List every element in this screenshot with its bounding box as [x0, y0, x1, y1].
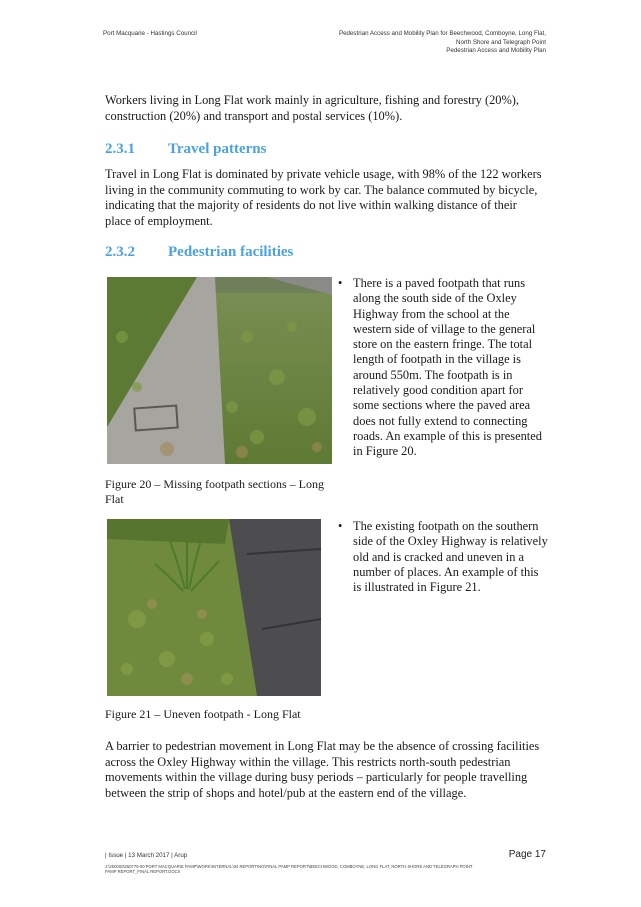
- header-line-2: North Shore and Telegraph Point: [455, 38, 546, 46]
- travel-paragraph: Travel in Long Flat is dominated by private vehicle usage, with 98% of the 122 workers living in the community commuting to work by car. The balance commuted by bicycle, indicating that the majority of residents do not live within walking distance of their place of employment.: [105, 167, 542, 228]
- footer-issue: | Issue | 13 March 2017 | Arup: [105, 852, 188, 859]
- heading-pedestrian-facilities: [105, 244, 293, 261]
- bullet-symbol: •: [338, 519, 343, 533]
- heading-number: 2.3.1: [105, 141, 135, 157]
- heading-number: 2.3.2: [105, 244, 135, 260]
- header-line-3: Pedestrian Access and Mobility Plan: [446, 47, 546, 55]
- page-header-right: [339, 30, 546, 56]
- intro-paragraph: Workers living in Long Flat work mainly in agriculture, fishing and forestry (20%), construction (20%) and transport and postal services (10%).: [105, 93, 520, 123]
- figure-20-caption: Figure 20 – Missing footpath sections – Long Flat: [105, 477, 324, 506]
- footer-page-number: Page 17: [508, 849, 546, 860]
- header-line-1: Pedestrian Access and Mobility Plan for Beechwood, Comboyne, Long Flat,: [338, 30, 546, 37]
- page-header-left: Port Macquarie - Hastings Council: [103, 30, 197, 37]
- figure-20-photo: [107, 277, 332, 464]
- figure-21-photo: [107, 519, 321, 696]
- bullet-symbol: •: [338, 276, 343, 290]
- heading-title: Pedestrian facilities: [168, 244, 294, 260]
- heading-travel-patterns: [105, 141, 266, 158]
- bullet-text: The existing footpath on the southern side of the Oxley Highway is relatively old and is cracked and uneven in a number of places. An example of this is illustrated in Figure 21.: [353, 519, 548, 595]
- heading-title: Travel patterns: [168, 141, 267, 157]
- bullet-text: There is a paved footpath that runs along the south side of the Oxley Highway from the school at the western side of village to the general store on the eastern fringe. The total length of footpath in the village is around 550m. The footpath is in relatively good condition apart for some sections where the paved area does not fully extend to connecting roads. An example of this is presented in Figure 20.: [353, 276, 542, 459]
- figure-21-caption: Figure 21 – Uneven footpath - Long Flat: [105, 707, 301, 721]
- closing-paragraph: A barrier to pedestrian movement in Long Flat may be the absence of crossing facilities across the Oxley Highway within the village. This restricts north-south pedestrian movements within the village during busy periods – particularly for people travelling between the strip of shops and hotel/pub at the eastern end of the village.: [105, 739, 540, 800]
- footer-file-path: J:\250000\250775-00 PORT MACQUARIE PAMP\WORK\INTERNAL\04 REPORTING\FINAL PAMP REPORT\BEECHWOOD, COMBOYNE, LONG FLAT, NORTH SHORE AND TELEGRAPH POINT PAMP REPORT_FINAL REPORT.DOCX: [105, 864, 473, 875]
